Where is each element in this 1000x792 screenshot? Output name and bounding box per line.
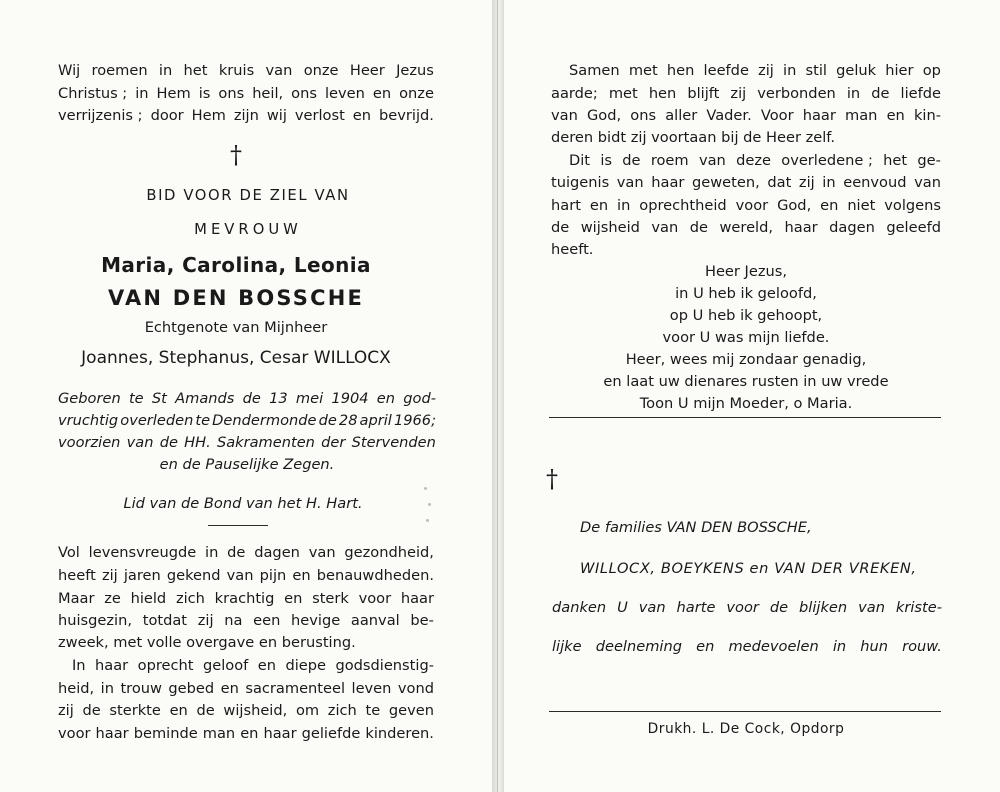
word: zich bbox=[175, 590, 205, 607]
word: van bbox=[308, 544, 336, 561]
word: Vader. bbox=[706, 107, 752, 124]
word: der bbox=[321, 434, 346, 451]
word: hier bbox=[885, 62, 914, 79]
word: kruis bbox=[218, 62, 255, 79]
word: Stervenden bbox=[351, 434, 436, 451]
word: en bbox=[220, 680, 239, 697]
word: de bbox=[196, 702, 215, 719]
word: de bbox=[551, 219, 570, 236]
word: hevige bbox=[291, 612, 341, 629]
word: Dendermonde bbox=[212, 412, 317, 429]
word: In bbox=[72, 657, 86, 674]
word: Jezus bbox=[396, 62, 434, 79]
body-line bbox=[58, 724, 434, 744]
word: en bbox=[169, 702, 188, 719]
word: oprechtheid bbox=[639, 197, 727, 214]
word: in bbox=[832, 638, 847, 655]
title-mevrouw: MEVROUW bbox=[194, 221, 302, 238]
word: volgens bbox=[884, 197, 941, 214]
printer-credit: Drukh. L. De Cock, Opdorp bbox=[647, 721, 845, 737]
word: deelneming bbox=[595, 638, 682, 655]
word: stil bbox=[805, 62, 827, 79]
word: om bbox=[295, 702, 320, 719]
word: het bbox=[183, 62, 208, 79]
word: blijken bbox=[799, 599, 848, 616]
word: de bbox=[242, 390, 261, 407]
right-body-line bbox=[551, 84, 941, 104]
word: geliefde bbox=[301, 725, 361, 742]
word: leven bbox=[324, 85, 365, 102]
word: en bbox=[292, 567, 311, 584]
word: en bbox=[284, 590, 303, 607]
thanks-line bbox=[552, 637, 942, 657]
thanks-line bbox=[552, 598, 942, 618]
word: onze bbox=[303, 62, 339, 79]
word: godsdienstig- bbox=[335, 657, 434, 674]
word: God, bbox=[586, 107, 622, 124]
word: Hem bbox=[156, 85, 191, 102]
divider-footer bbox=[549, 711, 941, 712]
word: totdat bbox=[142, 612, 188, 629]
word: haar bbox=[802, 107, 836, 124]
word: man bbox=[845, 107, 878, 124]
word: van bbox=[551, 107, 578, 124]
word: levensvreugde bbox=[88, 544, 197, 561]
word: god- bbox=[403, 390, 436, 407]
word: april bbox=[359, 412, 392, 429]
birth-line bbox=[58, 389, 436, 409]
fold-crease bbox=[492, 0, 504, 792]
word: harte bbox=[676, 599, 716, 616]
cross-icon: † bbox=[230, 141, 242, 169]
word: liefde bbox=[900, 85, 941, 102]
word: niet bbox=[847, 197, 876, 214]
body-line bbox=[58, 566, 434, 586]
word: de bbox=[622, 152, 641, 169]
word: St bbox=[151, 390, 167, 407]
word: en bbox=[372, 85, 392, 102]
word: 28 bbox=[338, 412, 358, 429]
word: met bbox=[628, 62, 658, 79]
word: ons bbox=[630, 107, 657, 124]
word: vruchtig bbox=[58, 412, 119, 429]
word: huisgezin, bbox=[58, 612, 133, 629]
deceased-family-name: VAN DEN BOSSCHE bbox=[107, 286, 365, 310]
word: wijsheid bbox=[580, 219, 640, 236]
word: benauwdheden. bbox=[316, 567, 434, 584]
word: aanval bbox=[350, 612, 400, 629]
word: in bbox=[846, 85, 861, 102]
word: van bbox=[914, 174, 941, 191]
word: Geboren bbox=[58, 390, 121, 407]
word: danken bbox=[552, 599, 607, 616]
word: lijke bbox=[552, 638, 582, 655]
birth-line-last: en de Pauselijke Zegen. bbox=[159, 456, 335, 473]
word: overledene ; bbox=[781, 152, 873, 169]
opening-line bbox=[58, 106, 434, 126]
word: geweten, bbox=[692, 174, 760, 191]
thanks-line: WILLOCX, BOEYKENS en VAN DER VREKEN, bbox=[580, 560, 917, 577]
word: vond bbox=[397, 680, 434, 697]
word: haar bbox=[95, 725, 129, 742]
word: ge- bbox=[917, 152, 941, 169]
word: gebed bbox=[168, 680, 215, 697]
word: en bbox=[820, 197, 839, 214]
word: Vol bbox=[58, 544, 80, 561]
word: kinderen. bbox=[365, 725, 434, 742]
word: te bbox=[365, 702, 381, 719]
body-line bbox=[58, 543, 434, 563]
word: te bbox=[195, 412, 211, 429]
word: sterkte bbox=[109, 702, 161, 719]
body-line bbox=[58, 589, 434, 609]
word: voor bbox=[358, 590, 392, 607]
word: mei bbox=[295, 390, 324, 407]
word: is bbox=[600, 152, 612, 169]
word: van bbox=[265, 62, 293, 79]
body-line bbox=[58, 701, 434, 721]
word: heid, bbox=[58, 680, 95, 697]
word: en bbox=[257, 657, 276, 674]
word: roem bbox=[650, 152, 689, 169]
word: in bbox=[100, 680, 114, 697]
body-line-last: zweek, met volle overgave en berusting. bbox=[58, 634, 356, 651]
word: hun bbox=[860, 638, 888, 655]
word: deze bbox=[736, 152, 771, 169]
word: van bbox=[226, 567, 254, 584]
birth-line bbox=[58, 411, 436, 431]
right-body-line bbox=[569, 61, 941, 81]
word: 1966; bbox=[393, 412, 436, 429]
word: blijft bbox=[687, 85, 720, 102]
word: haar bbox=[263, 725, 297, 742]
word: rouw. bbox=[902, 638, 942, 655]
word: sacramenteel bbox=[245, 680, 346, 697]
word: hen bbox=[648, 85, 677, 102]
word: van bbox=[616, 174, 644, 191]
word: Sakramenten bbox=[216, 434, 315, 451]
word: hield bbox=[130, 590, 167, 607]
deceased-given-names: Maria, Carolina, Leonia bbox=[101, 253, 371, 277]
opening-line bbox=[58, 61, 434, 81]
word: van bbox=[698, 152, 726, 169]
word: na bbox=[224, 612, 243, 629]
poem-line: Toon U mijn Moeder, o Maria. bbox=[639, 395, 853, 412]
word: de bbox=[689, 219, 708, 236]
word: in bbox=[822, 174, 836, 191]
word: beminde bbox=[133, 725, 198, 742]
spouse-label: Echtgenote van Mijnheer bbox=[144, 319, 328, 336]
word: voor bbox=[735, 197, 769, 214]
word: zij bbox=[758, 62, 774, 79]
word: op bbox=[922, 62, 941, 79]
word: Heer bbox=[349, 62, 385, 79]
right-body-line-last: heeft. bbox=[551, 241, 594, 258]
right-body-line bbox=[551, 196, 941, 216]
word: 13 bbox=[269, 390, 288, 407]
word: wij bbox=[266, 107, 287, 124]
word: is bbox=[198, 85, 211, 102]
word: Amands bbox=[175, 390, 235, 407]
word: geven bbox=[388, 702, 434, 719]
opening-line bbox=[58, 84, 434, 104]
right-body-line bbox=[551, 218, 941, 238]
speck bbox=[428, 503, 431, 506]
poem-line: Heer, wees mij zondaar genadig, bbox=[625, 351, 867, 368]
word: hen bbox=[666, 62, 695, 79]
word: en bbox=[376, 390, 396, 407]
word: Dit bbox=[569, 152, 591, 169]
word: eenvoud bbox=[843, 174, 907, 191]
word: kin- bbox=[913, 107, 941, 124]
birth-line bbox=[58, 433, 436, 453]
word: trouw bbox=[120, 680, 162, 697]
word: wijsheid, bbox=[223, 702, 288, 719]
word: het bbox=[883, 152, 908, 169]
word: en bbox=[589, 197, 609, 214]
body-line bbox=[58, 611, 434, 631]
word: haar bbox=[95, 657, 129, 674]
word: ze bbox=[104, 590, 121, 607]
word: geleefd bbox=[886, 219, 941, 236]
word: voor bbox=[726, 599, 759, 616]
word: kriste- bbox=[895, 599, 942, 616]
word: haar bbox=[651, 174, 685, 191]
word: U bbox=[617, 599, 628, 616]
word: God, bbox=[777, 197, 812, 214]
word: HH. bbox=[184, 434, 211, 451]
word: jaren bbox=[123, 567, 161, 584]
pray-heading: BID VOOR DE ZIEL VAN bbox=[146, 187, 350, 204]
word: verlost bbox=[294, 107, 345, 124]
poem-line: voor U was mijn liefde. bbox=[662, 329, 830, 346]
word: in bbox=[135, 85, 149, 102]
word: haar bbox=[400, 590, 434, 607]
poem-line: in U heb ik geloofd, bbox=[675, 285, 817, 302]
word: de bbox=[871, 85, 890, 102]
word: zij bbox=[101, 567, 118, 584]
word: zij bbox=[197, 612, 214, 629]
word: heeft bbox=[58, 567, 96, 584]
word: wereld, bbox=[719, 219, 774, 236]
thanks-line: De families VAN DEN BOSSCHE, bbox=[580, 519, 812, 536]
word: zij bbox=[798, 174, 815, 191]
word: door bbox=[150, 107, 184, 124]
word: diepe bbox=[285, 657, 326, 674]
word: dagen bbox=[254, 544, 300, 561]
word: in bbox=[783, 62, 797, 79]
word: Voor bbox=[760, 107, 794, 124]
word: leven bbox=[351, 680, 392, 697]
word: en bbox=[696, 638, 715, 655]
speck bbox=[424, 487, 427, 490]
word: aller bbox=[665, 107, 698, 124]
spouse-name: Joannes, Stephanus, Cesar WILLOCX bbox=[81, 348, 391, 368]
word: Maar bbox=[58, 590, 95, 607]
word: hart bbox=[551, 197, 581, 214]
word: de bbox=[227, 544, 246, 561]
word: de bbox=[159, 434, 178, 451]
word: in bbox=[205, 544, 219, 561]
word: Hem bbox=[191, 107, 226, 124]
body-line bbox=[58, 679, 434, 699]
word: onze bbox=[399, 85, 434, 102]
word: bevrijd. bbox=[379, 107, 434, 124]
speck bbox=[426, 519, 429, 522]
word: de bbox=[769, 599, 789, 616]
word: van bbox=[651, 219, 679, 236]
word: van bbox=[126, 434, 154, 451]
word: in bbox=[158, 62, 173, 79]
word: aarde; bbox=[551, 85, 598, 102]
body-line bbox=[72, 656, 434, 676]
word: overleden bbox=[120, 412, 194, 429]
word: met bbox=[608, 85, 638, 102]
word: de bbox=[318, 412, 337, 429]
cross-icon: † bbox=[546, 465, 558, 493]
word: verbonden bbox=[757, 85, 836, 102]
poem-line: op U heb ik gehoopt, bbox=[669, 307, 823, 324]
word: Wij bbox=[58, 62, 81, 79]
word: dat bbox=[767, 174, 792, 191]
word: heil, bbox=[252, 85, 284, 102]
word: pijn bbox=[259, 567, 287, 584]
right-body-line bbox=[551, 106, 941, 126]
word: zijn bbox=[233, 107, 259, 124]
word: zij bbox=[58, 702, 74, 719]
word: leefde bbox=[703, 62, 749, 79]
word: ons bbox=[291, 85, 317, 102]
word: en bbox=[352, 107, 372, 124]
word: en bbox=[240, 725, 259, 742]
word: in bbox=[617, 197, 631, 214]
right-body-line bbox=[569, 151, 941, 171]
word: Samen bbox=[569, 62, 620, 79]
word: man bbox=[202, 725, 236, 742]
word: ons bbox=[218, 85, 245, 102]
word: 1904 bbox=[331, 390, 369, 407]
word: te bbox=[128, 390, 144, 407]
word: be- bbox=[410, 612, 434, 629]
right-body-line bbox=[551, 173, 941, 193]
word: zij bbox=[730, 85, 747, 102]
fold-line bbox=[497, 0, 498, 792]
word: geloof bbox=[202, 657, 249, 674]
word: de bbox=[82, 702, 101, 719]
divider-long bbox=[549, 417, 941, 418]
word: haar bbox=[784, 219, 818, 236]
word: tuigenis bbox=[551, 174, 610, 191]
word: sterk bbox=[312, 590, 349, 607]
poem-line: Heer Jezus, bbox=[704, 263, 787, 280]
word: geluk bbox=[836, 62, 877, 79]
word: voorzien bbox=[58, 434, 121, 451]
word: van bbox=[858, 599, 885, 616]
word: roemen bbox=[91, 62, 148, 79]
word: van bbox=[638, 599, 666, 616]
right-body-line-last: deren bidt zij voortaan bij de Heer zelf. bbox=[551, 129, 836, 146]
word: een bbox=[253, 612, 281, 629]
word: en bbox=[886, 107, 905, 124]
word: Christus ; bbox=[58, 85, 128, 102]
word: zich bbox=[327, 702, 357, 719]
word: gekend bbox=[166, 567, 221, 584]
word: gezondheid, bbox=[344, 544, 434, 561]
word: voor bbox=[58, 725, 91, 742]
divider-short bbox=[208, 525, 268, 526]
word: oprecht bbox=[137, 657, 194, 674]
word: krachtig bbox=[214, 590, 275, 607]
word: verrijzenis ; bbox=[58, 107, 143, 124]
word: medevoelen bbox=[728, 638, 819, 655]
word: dagen bbox=[829, 219, 875, 236]
poem-line: en laat uw dienares rusten in uw vrede bbox=[603, 373, 889, 390]
membership-line: Lid van de Bond van het H. Hart. bbox=[123, 495, 363, 512]
